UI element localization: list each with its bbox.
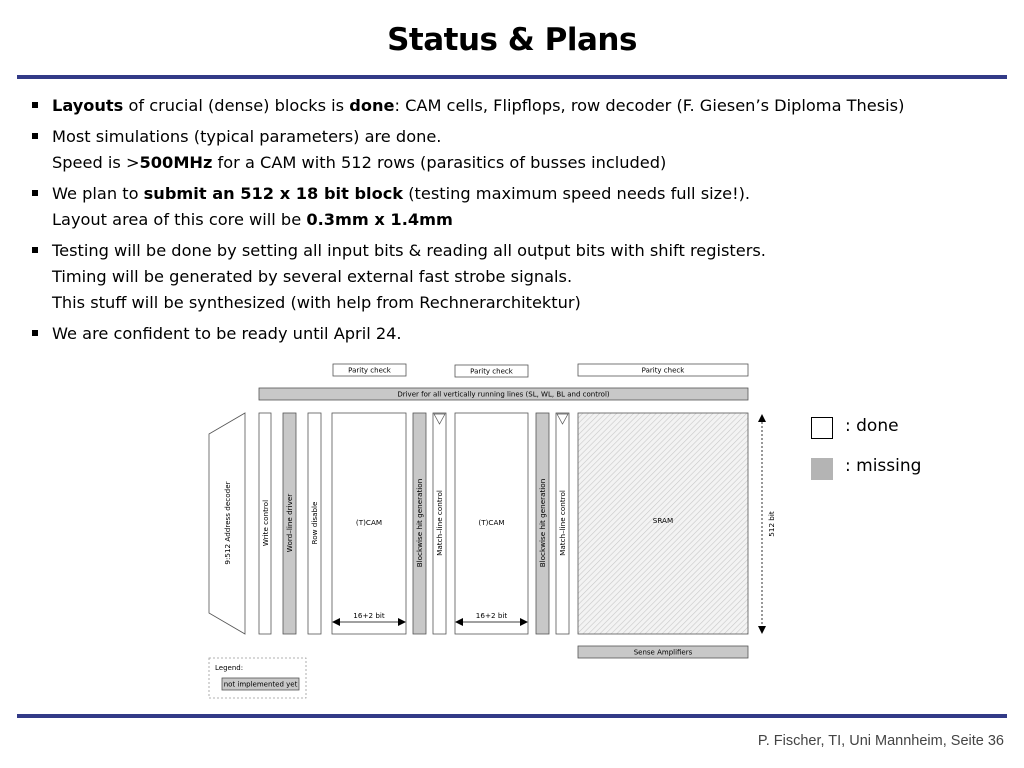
blockwise-hit-block-1 xyxy=(413,413,426,634)
bullet-text: We plan to xyxy=(52,184,144,203)
tcam-block-1 xyxy=(332,413,406,634)
sram-label: SRAM xyxy=(652,516,674,525)
bullet-text: Layout area of this core will be xyxy=(52,210,307,229)
write-control-label: Write control xyxy=(261,499,270,547)
tcam-block-2 xyxy=(455,413,528,634)
bullet-text: This stuff will be synthesized (with help from Rechnerarchitektur) xyxy=(52,293,581,312)
driver-label: Driver for all vertically running lines (SL, WL, BL and control) xyxy=(397,390,610,399)
blockwise-hit-block-2 xyxy=(536,413,549,634)
diagram-legend xyxy=(209,658,306,698)
row-disable-label: Row disable xyxy=(310,501,319,545)
sram-block xyxy=(578,413,748,634)
bullet-text: (testing maximum speed needs full size!). xyxy=(403,184,751,203)
parity-check-2 xyxy=(455,365,528,377)
done-swatch xyxy=(811,417,833,439)
write-control-block xyxy=(259,413,271,634)
match-line-2-label: Match–line control xyxy=(558,490,567,556)
sense-amplifiers-block xyxy=(578,646,748,658)
bullet-text: 500MHz xyxy=(139,153,213,172)
bullet-text: We are confident to be ready until April 24. xyxy=(52,324,402,343)
diagram-legend-item: not implemented yet xyxy=(223,680,298,689)
bullet-text: Most simulations (typical parameters) are done. xyxy=(52,127,442,146)
sense-amplifiers-label: Sense Amplifiers xyxy=(633,648,693,657)
word-line-driver-label: Word–line driver xyxy=(285,493,294,553)
tcam-2-label: (T)CAM xyxy=(478,518,505,527)
missing-swatch xyxy=(811,458,833,480)
bullet-text: 0.3mm x 1.4mm xyxy=(306,210,453,229)
bullet-text: done xyxy=(349,96,395,115)
bullet-text: Testing will be done by setting all input bits & reading all output bits with shift registers. xyxy=(52,241,766,260)
tcam-2-width-label: 16+2 bit xyxy=(475,611,508,620)
footer-text: P. Fischer, TI, Uni Mannheim, Seite 36 xyxy=(757,733,1004,749)
height-label: 512 bit xyxy=(767,511,776,537)
parity-check-1-label: Parity check xyxy=(348,366,391,375)
tcam-1-label: (T)CAM xyxy=(355,518,383,527)
address-decoder-label: 9:512 Address decoder xyxy=(223,481,232,565)
legend-missing-label: : missing xyxy=(845,456,922,476)
parity-check-3-label: Parity check xyxy=(641,366,685,375)
bullet-text: Timing will be generated by several external fast strobe signals. xyxy=(52,267,573,286)
bullet-text: for a CAM with 512 rows (parasitics of busses included) xyxy=(212,153,667,172)
match-line-block-2 xyxy=(556,413,569,634)
match-line-block-1 xyxy=(433,413,446,634)
parity-check-1 xyxy=(333,364,406,376)
bullet-text: submit an 512 x 18 bit block xyxy=(143,184,404,203)
parity-check-3 xyxy=(578,364,748,376)
tcam-1-width-label: 16+2 bit xyxy=(353,611,385,620)
bullet-text: Speed is > xyxy=(52,153,140,172)
row-disable-block xyxy=(308,413,321,634)
address-decoder-block xyxy=(209,413,245,634)
bullet-text: : CAM cells, Flipflops, row decoder (F. Giesen’s Diploma Thesis) xyxy=(394,96,905,115)
diagram-legend-title: Legend: xyxy=(215,664,244,672)
bullet-text: Layouts xyxy=(52,96,124,115)
bullet-text: of crucial (dense) blocks is xyxy=(123,96,350,115)
driver-block xyxy=(259,388,748,400)
word-line-driver-block xyxy=(283,413,296,634)
blockwise-hit-1-label: Blockwise hit generation xyxy=(415,478,424,568)
bottom-divider xyxy=(17,714,1007,718)
match-line-1-label: Match–line control xyxy=(435,490,444,556)
legend-done-label: : done xyxy=(845,416,899,436)
parity-check-2-label: Parity check xyxy=(470,367,513,376)
height-dimension xyxy=(762,418,776,630)
blockwise-hit-2-label: Blockwise hit generation xyxy=(538,478,547,568)
slide-title: Status & Plans xyxy=(387,22,637,58)
